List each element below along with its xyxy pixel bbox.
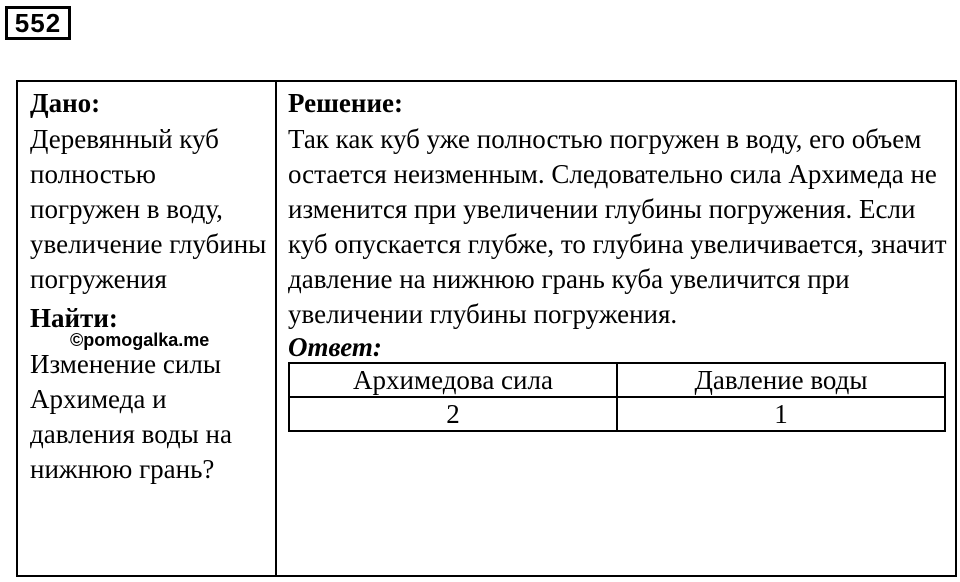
solution-column <box>288 86 948 432</box>
column-divider <box>275 82 277 575</box>
problem-box <box>16 80 957 577</box>
given-text: Деревянный куб полностью погружен в воду, увеличение глубины погружения <box>30 124 267 294</box>
answer-column-archimedes: Архимедова сила <box>289 363 617 397</box>
answer-value-archimedes: 2 <box>289 397 617 431</box>
solution-text: Так как куб уже полностью погружен в воду, его объем остается неизменным. Следовательно сила Архимеда не изменится при увеличении глубины погружения. Если куб опускается глубже, то глубина увеличивается, значит давление на нижнюю грань куба увеличится при увеличении глубины погружения. <box>288 124 947 329</box>
watermark-text: ©pomogalka.me <box>70 330 210 350</box>
answer-heading: Ответ: <box>288 332 382 362</box>
answer-table <box>288 362 946 432</box>
answer-header-row <box>289 363 945 397</box>
find-text: Изменение силы Архимеда и давления воды на нижнюю грань? <box>30 349 232 484</box>
answer-column-pressure: Давление воды <box>617 363 945 397</box>
answer-value-pressure: 1 <box>617 397 945 431</box>
problem-number: 552 <box>5 6 71 40</box>
find-heading: Найти: <box>30 303 118 333</box>
given-column <box>30 86 270 487</box>
answer-value-row <box>289 397 945 431</box>
solution-heading: Решение: <box>288 88 403 118</box>
given-heading: Дано: <box>30 88 101 118</box>
